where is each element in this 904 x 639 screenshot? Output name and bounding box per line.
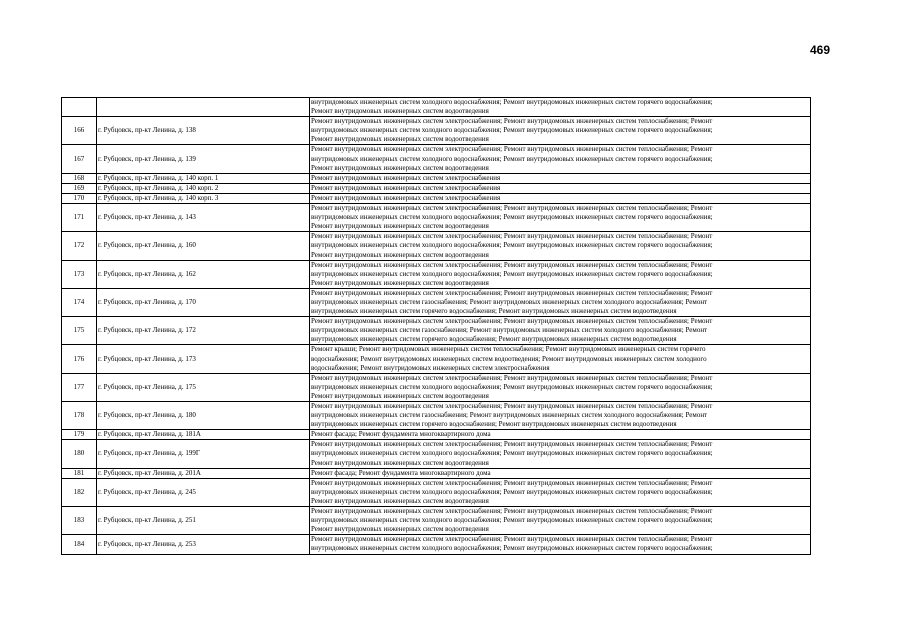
works-line: Ремонт фасада; Ремонт фундамента многоквартирного дома (311, 430, 491, 439)
works-line: Ремонт внутридомовых инженерных систем водоотведения (311, 163, 489, 172)
address-cell: г. Рубцовск, пр-кт Ленина, д. 175 (97, 373, 310, 401)
works-line: Ремонт крыши; Ремонт внутридомовых инженерных систем теплоснабжения; Ремонт внутридомовых инженерных систем горячего (311, 345, 706, 354)
address-cell: г. Рубцовск, пр-кт Ленина, д. 173 (97, 345, 310, 373)
works-line: Ремонт внутридомовых инженерных систем водоотведения (311, 496, 489, 505)
works-line: Ремонт фасада; Ремонт фундамента многоквартирного дома (311, 468, 491, 477)
works-cell (310, 535, 811, 554)
works-line: Ремонт внутридомовых инженерных систем электроснабжения; Ремонт внутридомовых инженерных систем теплоснабжения; Ремонт (311, 260, 713, 269)
works-line: Ремонт внутридомовых инженерных систем электроснабжения; Ремонт внутридомовых инженерных систем теплоснабжения; Ремонт (311, 232, 713, 241)
row-number-cell: 172 (62, 232, 97, 260)
table-row (62, 288, 811, 316)
table-row (62, 317, 811, 345)
works-line: внутридомовых инженерных систем холодного водоснабжения; Ремонт внутридомовых инженерных систем горячего водоснабжения; (311, 213, 713, 222)
address-cell: г. Рубцовск, пр-кт Ленина, д. 162 (97, 260, 310, 288)
works-line: внутридомовых инженерных систем горячего водоснабжения; Ремонт внутридомовых инженерных систем водоотведения (311, 335, 677, 344)
address-cell: г. Рубцовск, пр-кт Ленина, д. 201А (97, 468, 310, 478)
row-number-cell: 183 (62, 507, 97, 535)
works-cell (310, 507, 811, 535)
works-line: Ремонт внутридомовых инженерных систем электроснабжения; Ремонт внутридомовых инженерных систем теплоснабжения; Ремонт (311, 440, 713, 449)
row-number-cell: 173 (62, 260, 97, 288)
works-line: Ремонт внутридомовых инженерных систем водоотведения (311, 222, 489, 231)
works-line: Ремонт внутридомовых инженерных систем водоотведения (311, 458, 489, 467)
row-number-cell: 181 (62, 468, 97, 478)
works-cell (310, 468, 811, 478)
works-line: Ремонт внутридомовых инженерных систем электроснабжения; Ремонт внутридомовых инженерных систем теплоснабжения; Ремонт (311, 117, 713, 126)
works-line: Ремонт внутридомовых инженерных систем электроснабжения; Ремонт внутридомовых инженерных систем теплоснабжения; Ремонт (311, 478, 713, 487)
works-cell (310, 193, 811, 203)
row-number-cell: 174 (62, 288, 97, 316)
table-row (62, 145, 811, 173)
row-number-cell: 167 (62, 145, 97, 173)
table-row (62, 232, 811, 260)
works-line: Ремонт внутридомовых инженерных систем водоотведения (311, 135, 489, 144)
address-cell: г. Рубцовск, пр-кт Ленина, д. 139 (97, 145, 310, 173)
works-line: Ремонт внутридомовых инженерных систем электроснабжения; Ремонт внутридомовых инженерных систем теплоснабжения; Ремонт (311, 317, 713, 326)
row-number-cell: 182 (62, 478, 97, 506)
table-row (62, 535, 811, 554)
address-cell: г. Рубцовск, пр-кт Ленина, д. 140 корп. 1 (97, 173, 310, 183)
works-cell (310, 373, 811, 401)
works-cell (310, 288, 811, 316)
address-cell (97, 98, 310, 117)
works-cell (310, 145, 811, 173)
address-cell: г. Рубцовск, пр-кт Ленина, д. 251 (97, 507, 310, 535)
table-row (62, 117, 811, 145)
works-cell (310, 402, 811, 430)
address-cell: г. Рубцовск, пр-кт Ленина, д. 138 (97, 117, 310, 145)
address-cell: г. Рубцовск, пр-кт Ленина, д. 170 (97, 288, 310, 316)
works-line: Ремонт внутридомовых инженерных систем электроснабжения; Ремонт внутридомовых инженерных систем теплоснабжения; Ремонт (311, 373, 713, 382)
table-row (62, 183, 811, 193)
table-row (62, 373, 811, 401)
works-line: внутридомовых инженерных систем холодного водоснабжения; Ремонт внутридомовых инженерных систем горячего водоснабжения; (311, 154, 713, 163)
works-line: внутридомовых инженерных систем холодного водоснабжения; Ремонт внутридомовых инженерных систем горячего водоснабжения; (311, 98, 713, 106)
row-number-cell: 169 (62, 183, 97, 193)
works-line: внутридомовых инженерных систем газоснабжения; Ремонт внутридомовых инженерных систем холодного водоснабжения; Ремонт (311, 297, 708, 306)
works-cell (310, 345, 811, 373)
works-line: внутридомовых инженерных систем холодного водоснабжения; Ремонт внутридомовых инженерных систем горячего водоснабжения; (311, 487, 713, 496)
row-number-cell: 171 (62, 204, 97, 232)
works-line: Ремонт внутридомовых инженерных систем водоотведения (311, 391, 489, 400)
works-cell (310, 117, 811, 145)
works-line: Ремонт внутридомовых инженерных систем электроснабжения (311, 193, 501, 202)
address-cell: г. Рубцовск, пр-кт Ленина, д. 245 (97, 478, 310, 506)
address-cell: г. Рубцовск, пр-кт Ленина, д. 181А (97, 430, 310, 440)
works-cell (310, 173, 811, 183)
works-line: Ремонт внутридомовых инженерных систем электроснабжения; Ремонт внутридомовых инженерных систем теплоснабжения; Ремонт (311, 507, 713, 516)
works-cell (310, 98, 811, 117)
address-cell: г. Рубцовск, пр-кт Ленина, д. 160 (97, 232, 310, 260)
table-row (62, 173, 811, 183)
works-line: внутридомовых инженерных систем холодного водоснабжения; Ремонт внутридомовых инженерных систем горячего водоснабжения; (311, 241, 713, 250)
works-line: внутридомовых инженерных систем горячего водоснабжения; Ремонт внутридомовых инженерных систем водоотведения (311, 307, 677, 316)
row-number-cell: 168 (62, 173, 97, 183)
address-cell: г. Рубцовск, пр-кт Ленина, д. 199Г (97, 440, 310, 468)
address-cell: г. Рубцовск, пр-кт Ленина, д. 140 корп. 3 (97, 193, 310, 203)
works-line: внутридомовых инженерных систем холодного водоснабжения; Ремонт внутридомовых инженерных систем горячего водоснабжения; (311, 544, 713, 553)
works-line: внутридомовых инженерных систем холодного водоснабжения; Ремонт внутридомовых инженерных систем горячего водоснабжения; (311, 126, 713, 135)
works-line: Ремонт внутридомовых инженерных систем электроснабжения; Ремонт внутридомовых инженерных систем теплоснабжения; Ремонт (311, 402, 713, 410)
works-line: Ремонт внутридомовых инженерных систем электроснабжения; Ремонт внутридомовых инженерных систем теплоснабжения; Ремонт (311, 288, 713, 297)
works-cell (310, 204, 811, 232)
works-line: Ремонт внутридомовых инженерных систем электроснабжения; Ремонт внутридомовых инженерных систем теплоснабжения; Ремонт (311, 145, 713, 154)
works-line: Ремонт внутридомовых инженерных систем электроснабжения; Ремонт внутридомовых инженерных систем теплоснабжения; Ремонт (311, 204, 713, 213)
row-number-cell: 170 (62, 193, 97, 203)
table-row (62, 430, 811, 440)
address-cell: г. Рубцовск, пр-кт Ленина, д. 143 (97, 204, 310, 232)
works-table-body (62, 98, 811, 555)
works-line: внутридомовых инженерных систем холодного водоснабжения; Ремонт внутридомовых инженерных систем горячего водоснабжения; (311, 269, 713, 278)
works-line: Ремонт внутридомовых инженерных систем водоотведения (311, 278, 489, 287)
works-line: Ремонт внутридомовых инженерных систем водоотведения (311, 525, 489, 534)
row-number-cell: 175 (62, 317, 97, 345)
works-cell (310, 317, 811, 345)
table-row (62, 468, 811, 478)
address-cell: г. Рубцовск, пр-кт Ленина, д. 172 (97, 317, 310, 345)
page-number: 469 (810, 43, 831, 57)
table-row (62, 260, 811, 288)
works-line: Ремонт внутридомовых инженерных систем водоотведения (311, 107, 489, 116)
table-row (62, 440, 811, 468)
works-line: водоснабжения; Ремонт внутридомовых инженерных систем водоотведения; Ремонт внутридомовых инженерных систем холодного (311, 354, 707, 363)
row-number-cell: 178 (62, 402, 97, 430)
works-line: Ремонт внутридомовых инженерных систем водоотведения (311, 250, 489, 259)
table-row (62, 507, 811, 535)
works-line: внутридомовых инженерных систем горячего водоснабжения; Ремонт внутридомовых инженерных систем водоотведения (311, 420, 677, 429)
table-row (62, 204, 811, 232)
works-table (61, 97, 811, 555)
works-cell (310, 232, 811, 260)
table-row (62, 478, 811, 506)
works-cell (310, 430, 811, 440)
address-cell: г. Рубцовск, пр-кт Ленина, д. 180 (97, 402, 310, 430)
row-number-cell: 179 (62, 430, 97, 440)
address-cell: г. Рубцовск, пр-кт Ленина, д. 140 корп. 2 (97, 183, 310, 193)
works-line: внутридомовых инженерных систем газоснабжения; Ремонт внутридомовых инженерных систем холодного водоснабжения; Ремонт (311, 411, 708, 420)
row-number-cell: 177 (62, 373, 97, 401)
table-row (62, 402, 811, 430)
works-cell (310, 478, 811, 506)
table-row (62, 345, 811, 373)
works-line: Ремонт внутридомовых инженерных систем электроснабжения (311, 183, 501, 192)
row-number-cell: 176 (62, 345, 97, 373)
works-line: Ремонт внутридомовых инженерных систем электроснабжения (311, 173, 501, 182)
table-row (62, 98, 811, 117)
works-cell (310, 260, 811, 288)
works-line: Ремонт внутридомовых инженерных систем электроснабжения; Ремонт внутридомовых инженерных систем теплоснабжения; Ремонт (311, 535, 713, 544)
works-cell (310, 183, 811, 193)
row-number-cell: 184 (62, 535, 97, 554)
works-line: внутридомовых инженерных систем холодного водоснабжения; Ремонт внутридомовых инженерных систем горячего водоснабжения; (311, 449, 713, 458)
row-number-cell (62, 98, 97, 117)
works-line: водоснабжения; Ремонт внутридомовых инженерных систем электроснабжения (311, 363, 550, 372)
address-cell: г. Рубцовск, пр-кт Ленина, д. 253 (97, 535, 310, 554)
table-row (62, 193, 811, 203)
works-cell (310, 440, 811, 468)
row-number-cell: 166 (62, 117, 97, 145)
row-number-cell: 180 (62, 440, 97, 468)
works-line: внутридомовых инженерных систем газоснабжения; Ремонт внутридомовых инженерных систем холодного водоснабжения; Ремонт (311, 326, 708, 335)
works-line: внутридомовых инженерных систем холодного водоснабжения; Ремонт внутридомовых инженерных систем горячего водоснабжения; (311, 382, 713, 391)
works-line: внутридомовых инженерных систем холодного водоснабжения; Ремонт внутридомовых инженерных систем горячего водоснабжения; (311, 516, 713, 525)
